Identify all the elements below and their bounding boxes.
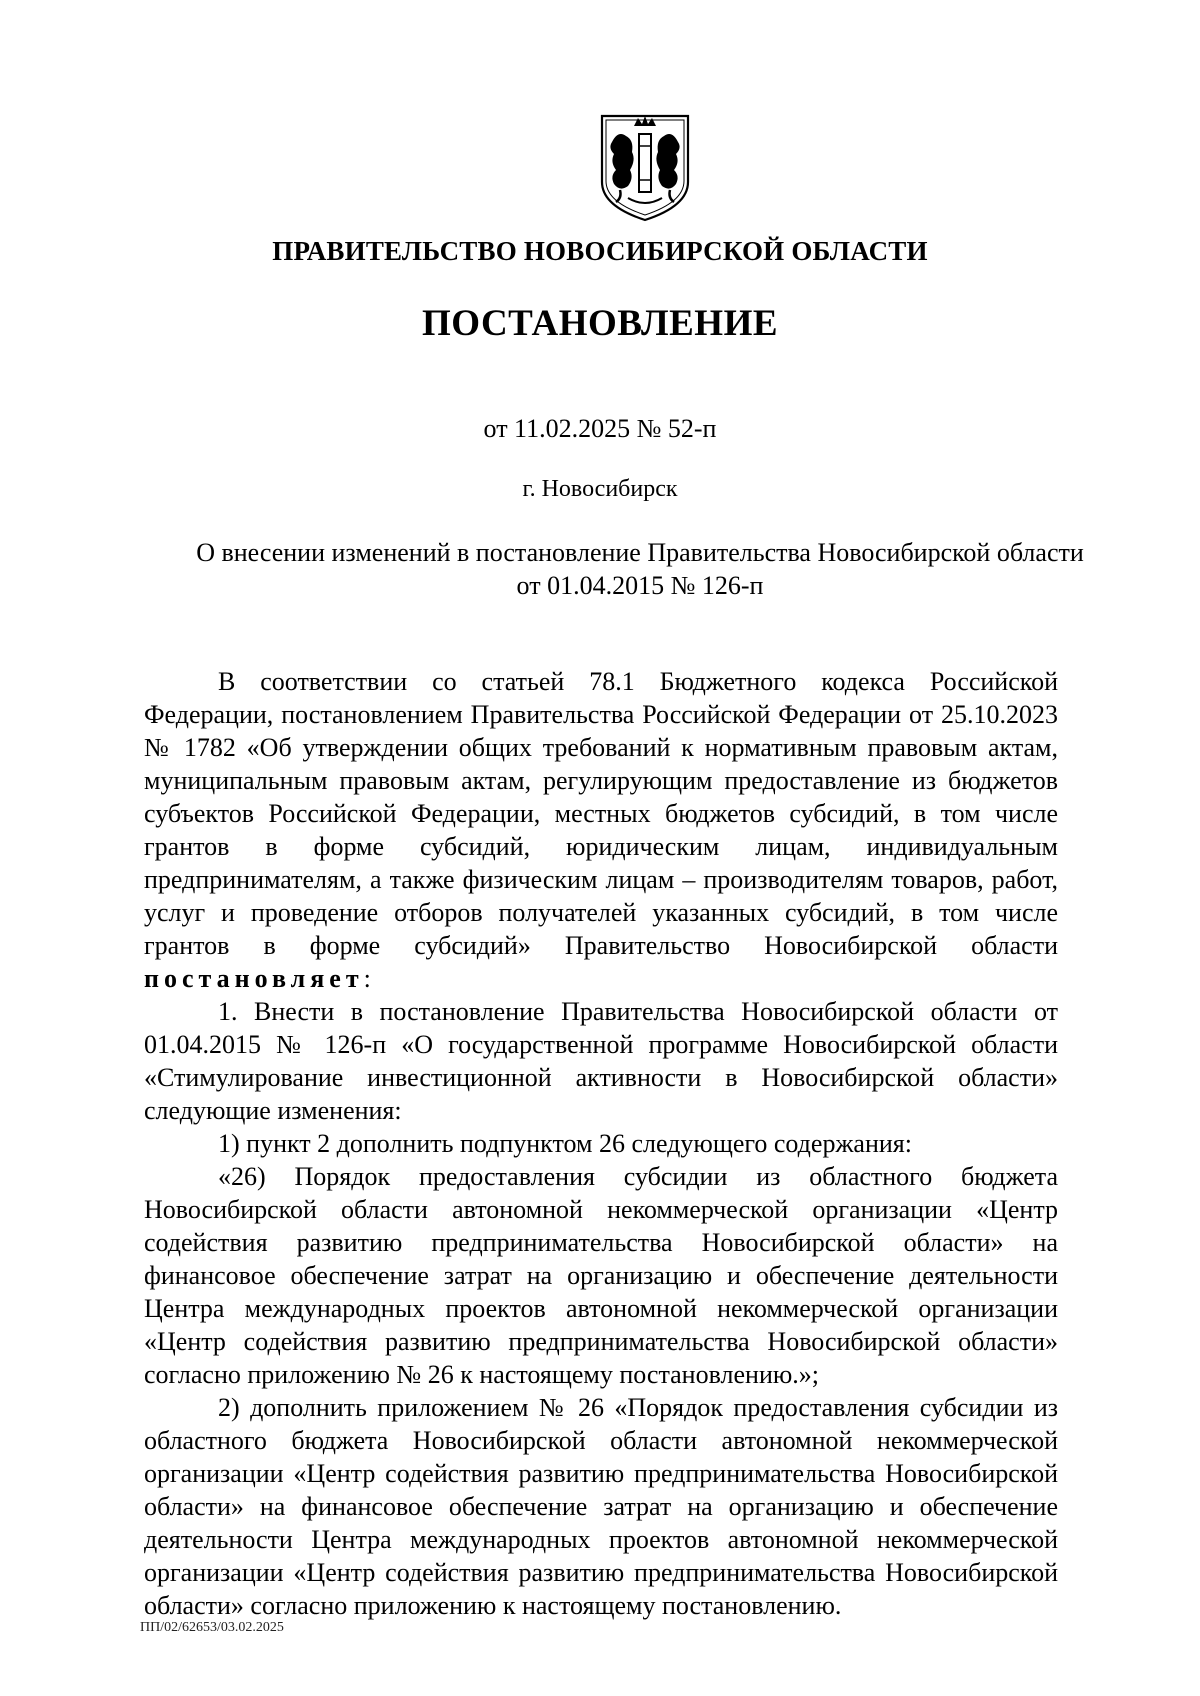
preamble-colon: : [363,964,371,993]
document-type-title: ПОСТАНОВЛЕНИЕ [421,303,779,344]
subclause-1-paragraph: 1) пункт 2 дополнить подпунктом 26 следующего содержания: [218,1129,912,1158]
inserted-text-paragraph: «26) Порядок предоставления субсидии из областного бюджета Новосибирской области автономной некоммерческой организации «Центр содействия развитию предпринимательства Новосибирской области» на финансовое обеспечение затрат на организацию и обеспечение деятельности Центра международных проектов автономной некоммерческой организации «Центр содействия развитию предпринимательства Новосибирской области» согласно приложению № 26 к настоящему постановлению.»; [144,1162,1058,1389]
subclause-2-paragraph: 2) дополнить приложением № 26 «Порядок предоставления субсидии из областного бюджета Новосибирской области автономной некоммерческой организации «Центр содействия развитию предпринимательства Новосибирской области» на финансовое обеспечение затрат на организацию и обеспечение деятельности Центра международных проектов автономной некоммерческой организации «Центр содействия развитию предпринимательства Новосибирской области» согласно приложению к настоящему постановлению. [144,1393,1058,1620]
coat-of-arms-icon [598,112,692,224]
clause-1-paragraph: 1. Внести в постановление Правительства Новосибирской области от 01.04.2015 № 126-п «О государственной программе Новосибирской области «Стимулирование инвестиционной активности в Новосибирской области» следующие изменения: [144,997,1058,1125]
date-number-line: от 11.02.2025 № 52-п [483,414,717,443]
subject-line-1: О внесении изменений в постановление Правительства Новосибирской области [196,538,1084,567]
organization-title: ПРАВИТЕЛЬСТВО НОВОСИБИРСКОЙ ОБЛАСТИ [272,236,928,266]
document-body [144,665,1058,1622]
document-subject [140,536,1140,602]
preamble-text: В соответствии со статьей 78.1 Бюджетного кодекса Российской Федерации, постановлением Правительства Российской Федерации от 25.10.2023 № 1782 «Об утверждении общих требований к нормативным правовым актам, муниципальным правовым актам, регулирующим предоставление из бюджетов субъектов Российской Федерации, местных бюджетов субсидий, в том числе грантов в форме субсидий, юридическим лицам, индивидуальным предпринимателям, а также физическим лицам – производителям товаров, работ, услуг и проведение отборов получателей указанных субсидий, в том числе грантов в форме субсидий» Правительство Новосибирской области [144,667,1058,960]
document-code: ПП/02/62653/03.02.2025 [140,1620,284,1635]
resolves-word: постановляет [144,964,364,993]
preamble-paragraph [144,665,1058,995]
subject-line-2: от 01.04.2015 № 126-п [516,571,764,600]
city-line: г. Новосибирск [522,476,678,502]
